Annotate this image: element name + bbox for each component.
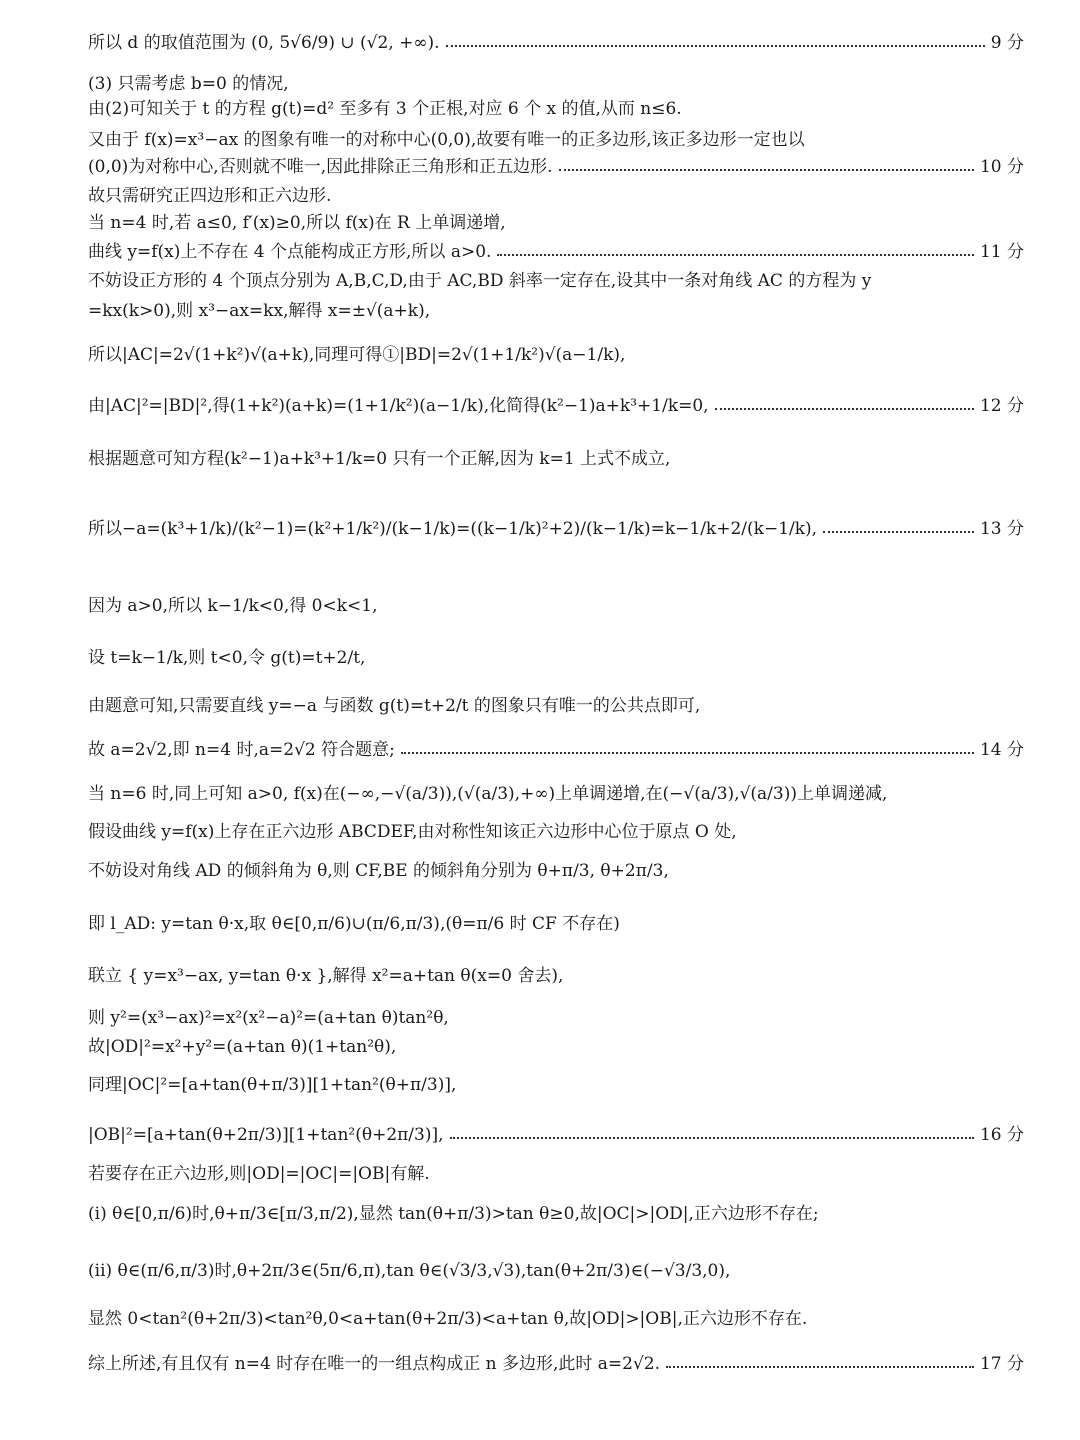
line-text: 又由于 f(x)=x³−ax 的图象有唯一的对称中心(0,0),故要有唯一的正多边形,该正多边形一定也以 [88, 130, 805, 150]
score-label: 9 分 [990, 33, 1024, 53]
text-line [88, 737, 1024, 763]
line-text: 即 l_AD: y=tan θ·x,取 θ∈[0,π/6)∪(π/6,π/3),(θ=π/6 时 CF 不存在) [88, 914, 620, 934]
line-text: 设 t=k−1/k,则 t<0,令 g(t)=t+2/t, [88, 648, 366, 668]
line-text: 不妨设对角线 AD 的倾斜角为 θ,则 CF,BE 的倾斜角分别为 θ+π/3, θ+2π/3, [88, 861, 669, 881]
text-line [88, 1122, 1024, 1148]
score-label: 14 分 [979, 740, 1024, 760]
text-line [88, 645, 1024, 671]
score-label: 16 分 [979, 1125, 1024, 1145]
dot-leader [715, 406, 974, 410]
line-text: 显然 0<tan²(θ+2π/3)<tan²θ,0<a+tan(θ+2π/3)<a+tan θ,故|OD|>|OB|,正六边形不存在. [88, 1309, 808, 1329]
line-text: 不妨设正方形的 4 个顶点分别为 A,B,C,D,由于 AC,BD 斜率一定存在,设其中一条对角线 AC 的方程为 y [88, 271, 872, 291]
text-line [88, 819, 1024, 845]
text-line [88, 1306, 1024, 1332]
line-text: 故只需研究正四边形和正六边形. [88, 186, 332, 206]
line-text: 由题意可知,只需要直线 y=−a 与函数 g(t)=t+2/t 的图象只有唯一的公共点即可, [88, 696, 701, 716]
text-line [88, 1005, 1024, 1031]
text-line [88, 298, 1024, 324]
line-text: 综上所述,有且仅有 n=4 时存在唯一的一组点构成正 n 多边形,此时 a=2√2. [88, 1354, 661, 1374]
line-text: (3) 只需考虑 b=0 的情况, [88, 74, 289, 94]
line-text: 当 n=6 时,同上可知 a>0, f(x)在(−∞,−√(a/3)),(√(a/3),+∞)上单调递增,在(−√(a/3),√(a/3))上单调递减, [88, 784, 888, 804]
text-line [88, 446, 1024, 472]
text-line [88, 393, 1024, 419]
line-text: =kx(k>0),则 x³−ax=kx,解得 x=±√(a+k), [88, 301, 431, 321]
line-text: 联立 { y=x³−ax, y=tan θ·x },解得 x²=a+tan θ(x=0 舍去), [88, 966, 564, 986]
text-line [88, 268, 1024, 294]
text-line [88, 1161, 1024, 1187]
line-text: 曲线 y=f(x)上不存在 4 个点能构成正方形,所以 a>0. [88, 242, 492, 262]
text-line [88, 516, 1024, 542]
text-line [88, 239, 1024, 265]
line-text: 根据题意可知方程(k²−1)a+k³+1/k=0 只有一个正解,因为 k=1 上式不成立, [88, 449, 671, 469]
line-text: 则 y²=(x³−ax)²=x²(x²−a)²=(a+tan θ)tan²θ, [88, 1008, 449, 1028]
text-line [88, 127, 1024, 153]
line-text: 所以|AC|=2√(1+k²)√(a+k),同理可得①|BD|=2√(1+1/k²)√(a−1/k), [88, 345, 626, 365]
line-text: 由(2)可知关于 t 的方程 g(t)=d² 至多有 3 个正根,对应 6 个 x 的值,从而 n≤6. [88, 99, 682, 119]
line-text: (ii) θ∈(π/6,π/3)时,θ+2π/3∈(5π/6,π),tan θ∈(√3/3,√3),tan(θ+2π/3)∈(−√3/3,0), [88, 1261, 731, 1281]
line-text: 所以 d 的取值范围为 (0, 5√6/9) ∪ (√2, +∞). [88, 33, 440, 53]
line-text: 故 a=2√2,即 n=4 时,a=2√2 符合题意; [88, 740, 395, 760]
line-text: |OB|²=[a+tan(θ+2π/3)][1+tan²(θ+2π/3)], [88, 1125, 444, 1145]
line-text: 当 n=4 时,若 a≤0, f′(x)≥0,所以 f(x)在 R 上单调递增, [88, 213, 506, 233]
score-label: 10 分 [979, 157, 1024, 177]
text-line [88, 1351, 1024, 1377]
line-text: 因为 a>0,所以 k−1/k<0,得 0<k<1, [88, 596, 378, 616]
score-label: 11 分 [979, 242, 1024, 262]
text-line [88, 693, 1024, 719]
line-text: 所以−a=(k³+1/k)/(k²−1)=(k²+1/k²)/(k−1/k)=((k−1/k)²+2)/(k−1/k)=k−1/k+2/(k−1/k), [88, 519, 818, 539]
text-line [88, 71, 1024, 97]
text-line [88, 858, 1024, 884]
dot-leader [559, 167, 974, 171]
text-line [88, 183, 1024, 209]
text-line [88, 1258, 1024, 1284]
line-text: 若要存在正六边形,则|OD|=|OC|=|OB|有解. [88, 1164, 430, 1184]
score-label: 13 分 [979, 519, 1024, 539]
text-line [88, 1072, 1024, 1098]
text-line [88, 781, 1024, 807]
text-line [88, 593, 1024, 619]
text-line [88, 963, 1024, 989]
text-line [88, 96, 1024, 122]
score-label: 12 分 [979, 396, 1024, 416]
text-line [88, 30, 1024, 56]
text-line [88, 911, 1024, 937]
line-text: 同理|OC|²=[a+tan(θ+π/3)][1+tan²(θ+π/3)], [88, 1075, 457, 1095]
line-text: (i) θ∈[0,π/6)时,θ+π/3∈[π/3,π/2),显然 tan(θ+π/3)>tan θ≥0,故|OC|>|OD|,正六边形不存在; [88, 1204, 819, 1224]
line-text: 由|AC|²=|BD|²,得(1+k²)(a+k)=(1+1/k²)(a−1/k),化简得(k²−1)a+k³+1/k=0, [88, 396, 709, 416]
dot-leader [823, 529, 974, 533]
dot-leader [666, 1364, 974, 1368]
dot-leader [446, 43, 985, 47]
text-line [88, 210, 1024, 236]
text-line [88, 1201, 1024, 1227]
line-text: 故|OD|²=x²+y²=(a+tan θ)(1+tan²θ), [88, 1037, 397, 1057]
text-line [88, 1034, 1024, 1060]
text-line [88, 154, 1024, 180]
line-text: (0,0)为对称中心,否则就不唯一,因此排除正三角形和正五边形. [88, 157, 553, 177]
line-text: 假设曲线 y=f(x)上存在正六边形 ABCDEF,由对称性知该正六边形中心位于原点 O 处, [88, 822, 737, 842]
dot-leader [497, 252, 974, 256]
dot-leader [450, 1135, 974, 1139]
text-line [88, 342, 1024, 368]
score-label: 17 分 [979, 1354, 1024, 1374]
dot-leader [401, 750, 974, 754]
